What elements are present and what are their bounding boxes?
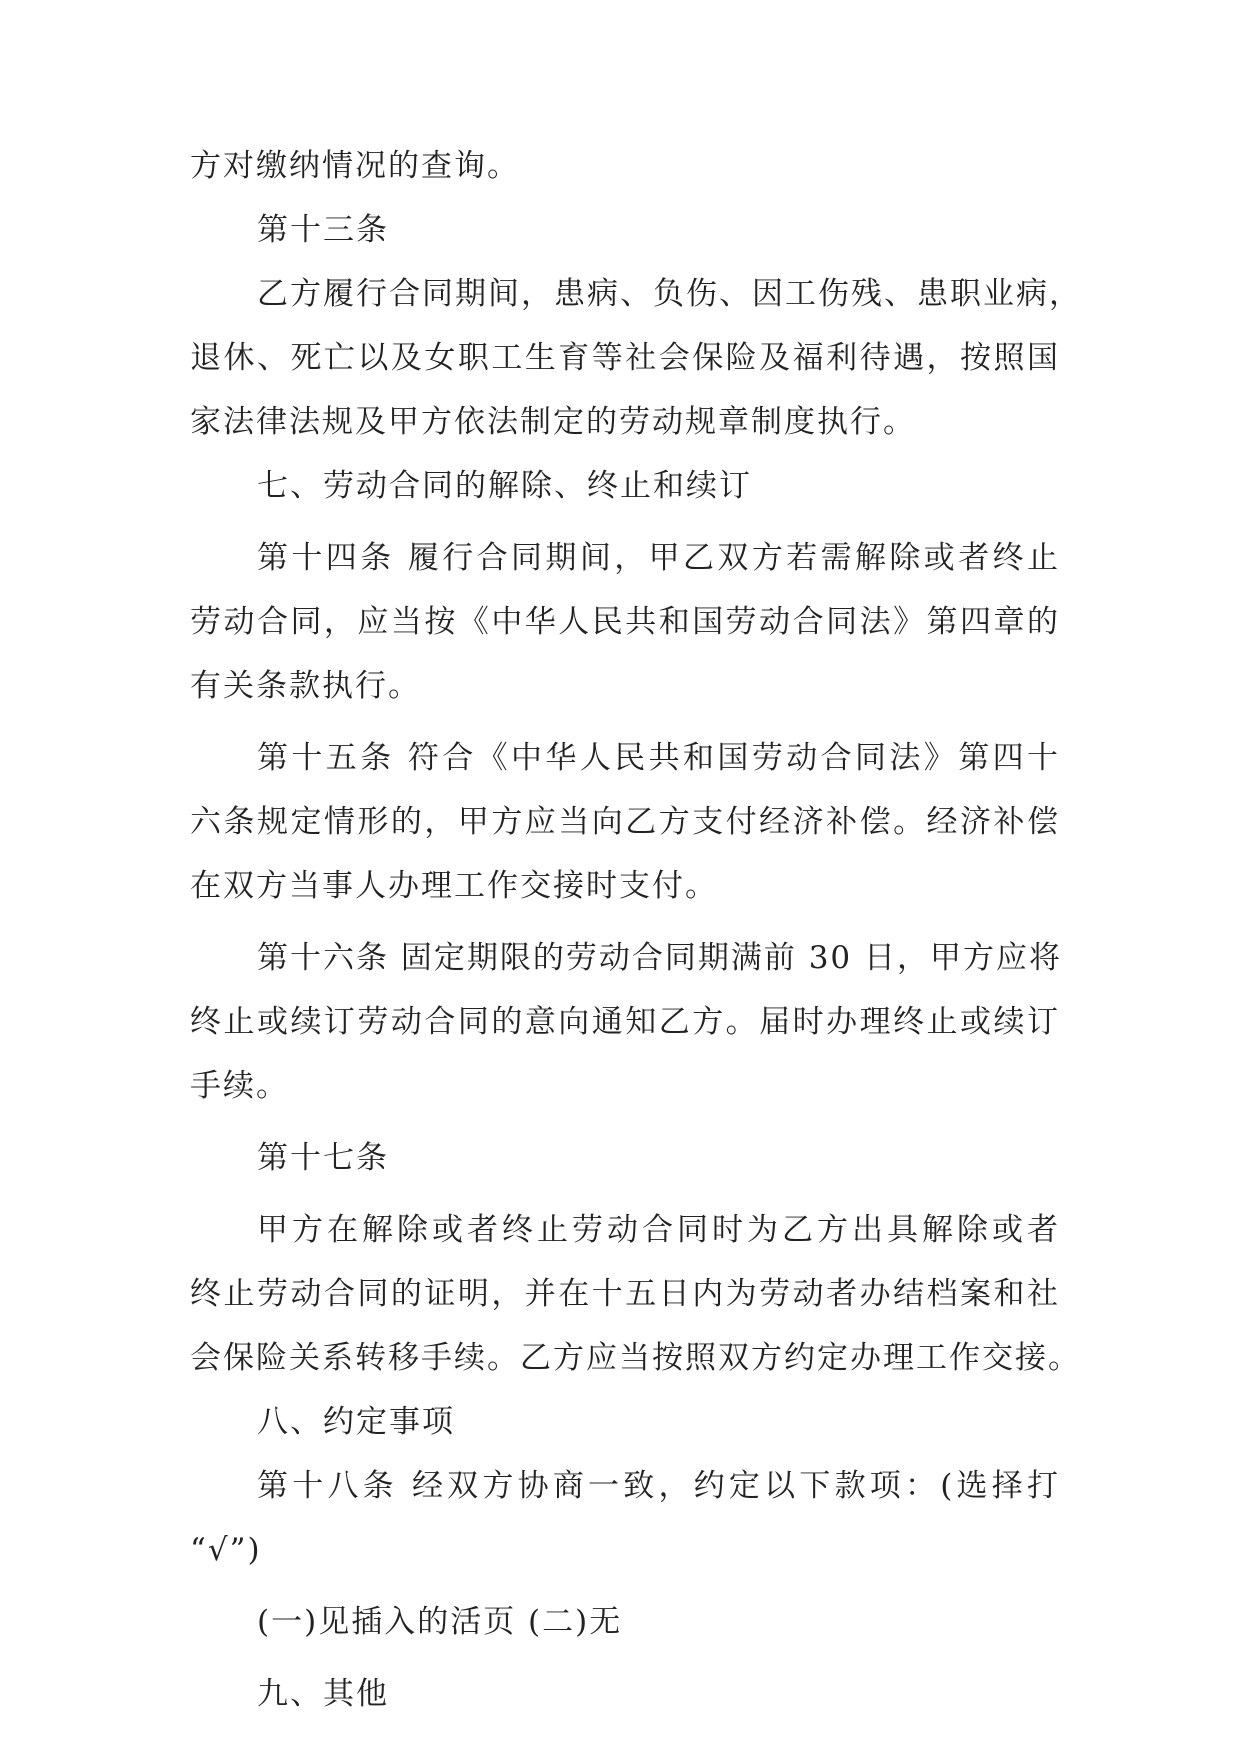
article-14-line-3: 有关条款执行。 [190,668,421,704]
article-17-line-1: 甲方在解除或者终止劳动合同时为乙方出具解除或者 [257,1212,1060,1248]
article-14-line-2: 劳动合同，应当按《中华人民共和国劳动合同法》第四章的 [190,604,1060,640]
article-15-line-2: 六条规定情形的，甲方应当向乙方支付经济补偿。经济补偿 [190,804,1060,840]
article-17-line-2: 终止劳动合同的证明，并在十五日内为劳动者办结档案和社 [190,1276,1060,1312]
section-7-heading: 七、劳动合同的解除、终止和续订 [257,468,752,504]
article-16-line-3: 手续。 [190,1068,289,1104]
article-16-line-1: 第十六条 固定期限的劳动合同期满前 30 日，甲方应将 [257,940,1063,976]
article-18-line-1: 第十八条 经双方协商一致，约定以下款项：(选择打 [257,1468,1060,1504]
document-body [190,134,1082,1726]
article-15-line-1: 第十五条 符合《中华人民共和国劳动合同法》第四十 [257,740,1060,776]
paragraph-continuation: 方对缴纳情况的查询。 [190,148,520,184]
article-17-line-3: 会保险关系转移手续。乙方应当按照双方约定办理工作交接。 [190,1340,1081,1376]
article-13-line-1: 乙方履行合同期间，患病、负伤、因工伤残、患职业病， [257,276,1082,312]
article-18-line-2: “√”) [190,1532,262,1568]
article-18-options: (一)见插入的活页 (二)无 [257,1604,623,1640]
article-13-heading: 第十三条 [257,212,389,248]
article-14-line-1: 第十四条 履行合同期间，甲乙双方若需解除或者终止 [257,540,1060,576]
article-13-line-3: 家法律法规及甲方依法制定的劳动规章制度执行。 [190,404,916,440]
article-15-line-3: 在双方当事人办理工作交接时支付。 [190,868,718,904]
section-8-heading: 八、约定事项 [257,1404,455,1440]
section-9-heading: 九、其他 [257,1676,389,1712]
article-16-line-2: 终止或续订劳动合同的意向通知乙方。届时办理终止或续订 [190,1004,1060,1040]
article-17-heading: 第十七条 [257,1140,389,1176]
article-13-line-2: 退休、死亡以及女职工生育等社会保险及福利待遇，按照国 [190,340,1060,376]
